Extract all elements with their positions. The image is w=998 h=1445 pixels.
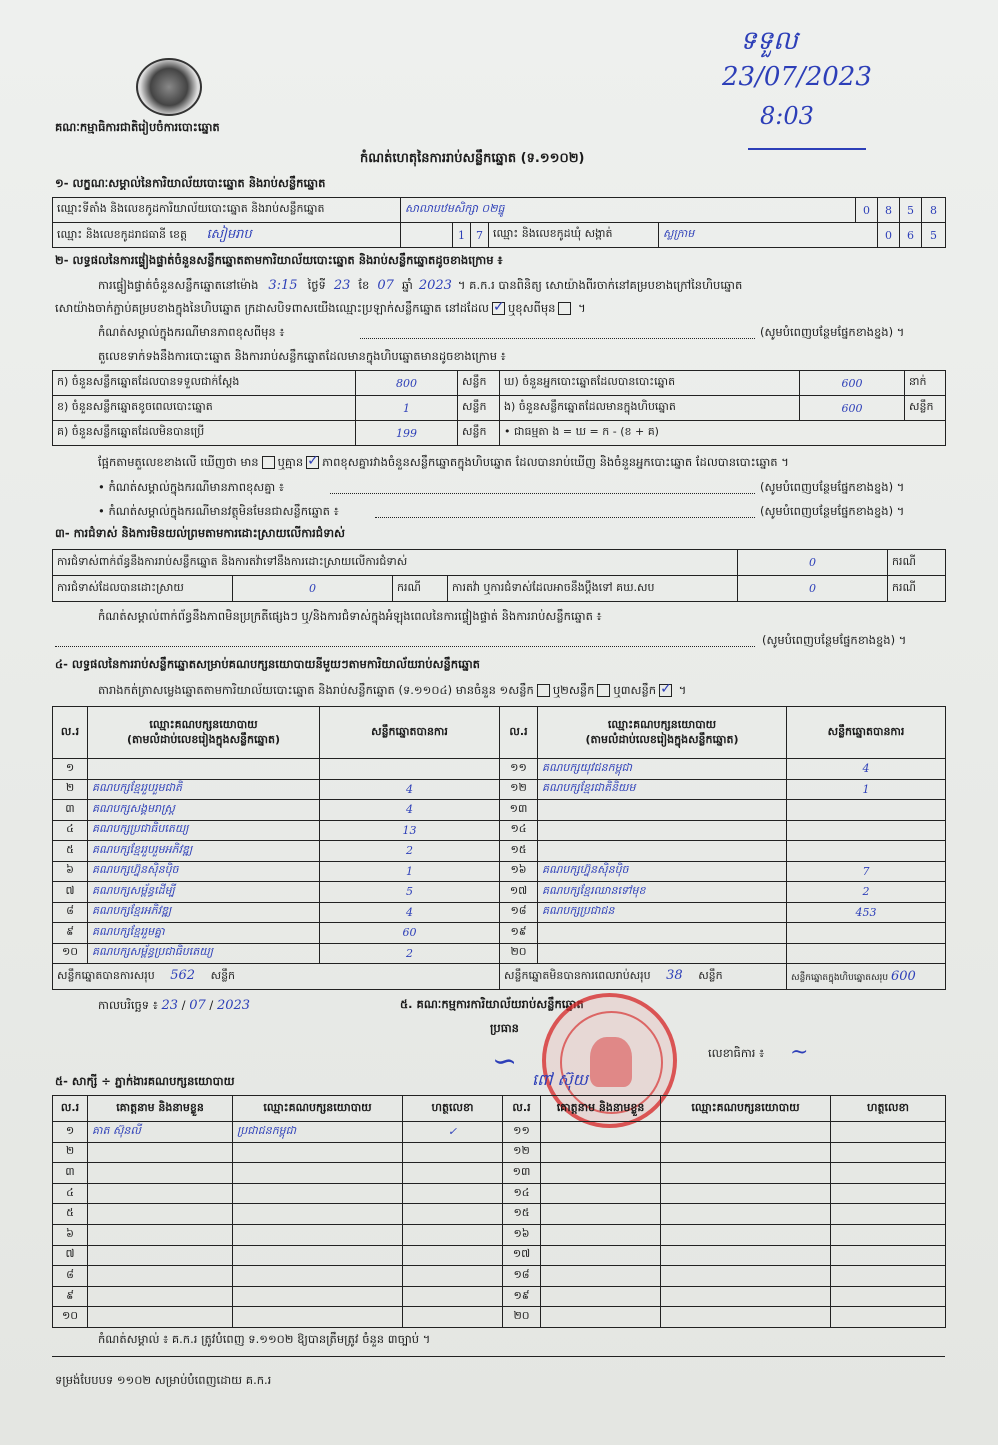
total-box-value: 600	[891, 968, 916, 984]
party-name: គណបក្សខ្មែរអភិវឌ្ឍ	[88, 902, 320, 923]
witness-party	[661, 1307, 831, 1328]
witness-name	[541, 1183, 661, 1204]
verification-line-1: ការផ្ទៀងផ្ទាត់ចំនួនសន្លឹកឆ្នោតនៅម៉ោង 3:15 ថ្ងៃទី 23 ខែ 07 ឆ្នាំ 2023 ។ គ.ក.រ បានពិនិត្យ សោយ៉ាងពីរចាក់នៅគម្របខាងក្រៅនៃហិបឆ្នោត	[98, 278, 743, 293]
party-results-table	[52, 706, 946, 990]
witness-signature	[403, 1245, 503, 1266]
witness-party	[233, 1286, 403, 1307]
witness-party: ប្រជាជនកម្ពុជា	[233, 1122, 403, 1143]
row-no: ១២	[500, 779, 538, 800]
table-row	[53, 820, 946, 841]
party-name: គណបក្សសម្ព័ន្ធប្រជាធិបតេយ្យ	[88, 943, 320, 964]
row-no: ១៣	[500, 800, 538, 821]
party-votes: 60	[320, 923, 500, 944]
witness-signature	[831, 1183, 946, 1204]
witness-party	[661, 1286, 831, 1307]
unchanged-checkbox[interactable]	[492, 302, 505, 315]
location-code-digit: 5	[900, 198, 922, 223]
table-row	[53, 1163, 946, 1184]
witness-party	[661, 1204, 831, 1225]
commune-code-digit: 6	[900, 223, 922, 248]
witness-name	[541, 1224, 661, 1245]
row-no: ៥	[53, 1204, 88, 1225]
witness-party	[661, 1224, 831, 1245]
party-votes: 453	[787, 902, 946, 923]
row-no: ១៨	[500, 902, 538, 923]
witness-signature	[831, 1204, 946, 1225]
witness-party	[233, 1224, 403, 1245]
province-code-digit: 1	[453, 223, 471, 248]
total-box-cell: សន្លឹកឆ្នោតក្នុងហិបឆ្នោតសរុប 600	[787, 964, 946, 990]
witness-party	[233, 1245, 403, 1266]
col-no: ល.រ	[53, 1096, 88, 1122]
party-votes: 4	[320, 779, 500, 800]
row-no: ២០	[503, 1307, 541, 1328]
table-row	[53, 1266, 946, 1287]
party-name: គណបក្សប្រជាធិបតេយ្យ	[88, 820, 320, 841]
witness-signature	[831, 1307, 946, 1328]
witness-signature	[831, 1163, 946, 1184]
unit: សន្លឹក	[458, 371, 500, 396]
party-votes: 4	[787, 759, 946, 780]
section-3-heading: ៣- ការជំទាស់ និងការមិនយល់ព្រមតាមការដោះស្រាយលើការជំទាស់	[55, 526, 346, 540]
discrepancy-note-line	[330, 493, 755, 494]
party-votes: 2	[320, 841, 500, 862]
witness-signature	[403, 1266, 503, 1287]
appeal-label: ការតវ៉ា ឬការជំទាស់ដែលអាចនឹងប្តឹងទៅ គឃ.សប	[448, 576, 738, 602]
row-no: ១១	[500, 759, 538, 780]
commune-name: ស្លក្រាម	[659, 223, 878, 248]
row-no: ១៤	[500, 820, 538, 841]
col-party: ឈ្មោះគណបក្សនយោបាយ	[661, 1096, 831, 1122]
foreign-object-note-label: • កំណត់សម្គាល់ក្នុងករណីមានវត្ថុមិនមែនជាសន្លឹកឆ្នោត ៖	[98, 504, 339, 518]
witness-signature	[831, 1142, 946, 1163]
col-no: ល.រ	[500, 707, 538, 759]
table-row	[53, 1307, 946, 1328]
verification-day: 23	[333, 278, 351, 293]
witness-name	[541, 1245, 661, 1266]
witness-name	[88, 1286, 233, 1307]
table-row	[53, 1245, 946, 1266]
party-name	[538, 943, 787, 964]
party-votes: 1	[320, 861, 500, 882]
witness-signature	[403, 1183, 503, 1204]
witness-name	[541, 1122, 661, 1143]
changed-checkbox[interactable]	[558, 302, 571, 315]
party-name	[88, 759, 320, 780]
party-votes: 13	[320, 820, 500, 841]
party-name: គណបក្សប្រជាជន	[538, 902, 787, 923]
party-name: គណបក្សសម្ព័ន្ធដើម្បី	[88, 882, 320, 903]
total-invalid-value: 38	[666, 968, 683, 983]
party-votes: 7	[787, 861, 946, 882]
party-votes: 2	[320, 943, 500, 964]
witness-signature	[403, 1286, 503, 1307]
party-name: គណបក្សខ្មែរជាតិនិយម	[538, 779, 787, 800]
col-votes: សន្លឹកឆ្នោតបានការ	[320, 707, 500, 759]
verification-month: 07	[377, 278, 394, 293]
section-5-heading: ៥- សាក្សី ÷ ភ្នាក់ងារគណបក្សនយោបាយ	[55, 1074, 235, 1088]
witness-name	[88, 1163, 233, 1184]
col-name: គោត្តនាម និងនាមខ្លួន	[88, 1096, 233, 1122]
row-no: ២	[53, 1142, 88, 1163]
footer-rule	[52, 1356, 945, 1357]
counting-committee: ៥. គណៈកម្មការការិយាល័យរាប់សន្លឹកឆ្នោត	[400, 997, 584, 1011]
witness-name	[541, 1307, 661, 1328]
witness-party	[661, 1122, 831, 1143]
row-no: ២០	[500, 943, 538, 964]
row-no: ១៨	[503, 1266, 541, 1287]
received-ballots-label: ក) ចំនួនសន្លឹកឆ្នោតដែលបានទទួលជាក់ស្តែង	[53, 371, 356, 396]
party-name: គណបក្សខ្មែររួមគ្នា	[88, 923, 320, 944]
verification-time: 3:15	[268, 278, 298, 293]
table-row	[53, 800, 946, 821]
row-no: ៣	[53, 1163, 88, 1184]
witness-name: គាត ស៊ុនលី	[88, 1122, 233, 1143]
unit: ករណី	[393, 576, 448, 602]
spoiled-ballots-value: 1	[356, 396, 458, 421]
unit: សន្លឹក	[458, 396, 500, 421]
row-no: ១៥	[503, 1204, 541, 1225]
row-no: ៨	[53, 1266, 88, 1287]
witness-name	[88, 1224, 233, 1245]
witness-party	[233, 1307, 403, 1328]
total-invalid-cell: សន្លឹកឆ្នោតមិនបានការពេលរាប់សរុប 38 សន្លឹក	[500, 964, 787, 990]
discrepancy-note-label: • កំណត់សម្គាល់ក្នុងករណីមានភាពខុសគ្នា ៖	[98, 480, 284, 494]
formula: • ជាធម្មតា ង = ឃ = ក - (ខ + គ)	[500, 421, 946, 446]
witness-name	[88, 1245, 233, 1266]
location-code-digit: 8	[922, 198, 946, 223]
commune-label: ឈ្មោះ និងលេខកូដឃុំ សង្កាត់	[489, 223, 659, 248]
witness-signature	[831, 1224, 946, 1245]
secretary-signature: ~	[790, 1040, 809, 1065]
witness-signature	[831, 1286, 946, 1307]
witness-party	[661, 1266, 831, 1287]
discrepancy-yes-checkbox[interactable]	[262, 456, 275, 469]
table-row	[53, 1224, 946, 1245]
party-votes: 1	[787, 779, 946, 800]
foreign-object-note-fill-hint: (សូមបំពេញបន្ថែមផ្នែកខាងខ្នង) ។	[760, 504, 905, 518]
one-sheet-checkbox[interactable]	[537, 684, 550, 697]
witness-name	[88, 1307, 233, 1328]
location-code-digit: 8	[878, 198, 900, 223]
unused-ballots-label: គ) ចំនួនសន្លឹកឆ្នោតដែលមិនបានប្រើ	[53, 421, 356, 446]
row-no: ១៩	[503, 1286, 541, 1307]
irregularity-note-fill-hint: (សូមបំពេញបន្ថែមផ្នែកខាងខ្នង) ។	[762, 633, 907, 647]
tally-sheet-line: តារាងកត់ត្រាសម្លេងឆ្នោតតាមការិយាល័យបោះឆ្នោត និងរាប់សន្លឹកឆ្នោត (ទ.១១០៤) មានចំនួន ១សន្លឹក ឬ២សន្លឹក ឬ៣សន្លឹក✓ ។	[98, 684, 686, 698]
province-name: សៀមរាប	[206, 226, 252, 242]
col-sign: ហត្ថលេខា	[831, 1096, 946, 1122]
three-sheet-checkbox[interactable]	[659, 684, 672, 697]
irregularity-note-line	[55, 646, 755, 647]
row-no: ១៥	[500, 841, 538, 862]
location-code-digit: 0	[856, 198, 878, 223]
row-no: ៧	[53, 882, 88, 903]
witness-name	[88, 1266, 233, 1287]
section-1-heading: ១- លក្ខណៈសម្គាល់នៃការិយាល័យបោះឆ្នោត និងរាប់សន្លឹកឆ្នោត	[55, 176, 326, 190]
province-gap	[401, 223, 453, 248]
party-name: គណបក្សខ្មែររួបរួមជាតិ	[88, 779, 320, 800]
witness-name	[541, 1204, 661, 1225]
unit: ករណី	[888, 550, 946, 576]
row-no: ១៣	[503, 1163, 541, 1184]
row-no: ១០	[53, 943, 88, 964]
row-no: ១១	[503, 1122, 541, 1143]
appeal-value: 0	[738, 576, 888, 602]
corner-note-received: ទទួល	[740, 26, 798, 56]
irregularity-note-label: កំណត់សម្គាល់ពាក់ព័ន្ធនឹងភាពមិនប្រក្រតីផ្សេងៗ ឬ/និងការជំទាស់ក្នុងអំឡុងពេលនៃការផ្ទៀងផ្ទាត់ និងការរាប់សន្លឹកឆ្នោត ៖	[98, 609, 602, 623]
row-no: ១០	[53, 1307, 88, 1328]
witness-name	[541, 1286, 661, 1307]
party-name: គណបក្សសង្គមរាស្ត្រ	[88, 800, 320, 821]
province-code-digit: 7	[471, 223, 489, 248]
col-no: ល.រ	[53, 707, 88, 759]
witness-name	[541, 1142, 661, 1163]
row-no: ៦	[53, 861, 88, 882]
unit: សន្លឹក	[905, 396, 946, 421]
party-votes: 2	[787, 882, 946, 903]
table-row	[53, 779, 946, 800]
row-no: ១៧	[500, 882, 538, 903]
witness-party	[233, 1204, 403, 1225]
col-party: ឈ្មោះគណបក្សនយោបាយ	[233, 1096, 403, 1122]
row-no: ៩	[53, 923, 88, 944]
party-name	[538, 800, 787, 821]
row-no: ១៤	[503, 1183, 541, 1204]
table-row	[53, 1204, 946, 1225]
box-ballots-value: 600	[800, 396, 905, 421]
witness-name	[541, 1266, 661, 1287]
box-ballots-label: ង) ចំនួនសន្លឹកឆ្នោតដែលមានក្នុងហិបឆ្នោត	[500, 396, 800, 421]
row-no: ៩	[53, 1286, 88, 1307]
voters-label: ឃ) ចំនួនអ្នកបោះឆ្នោតដែលបានបោះឆ្នោត	[500, 371, 800, 396]
corner-note-date: 23/07/2023	[722, 62, 872, 92]
col-no: ល.រ	[503, 1096, 541, 1122]
party-name: គណបក្សខ្មែររួបរួមអភិវឌ្ឍ	[88, 841, 320, 862]
witness-party	[661, 1163, 831, 1184]
party-votes	[320, 759, 500, 780]
witness-party	[661, 1142, 831, 1163]
discrepancy-note-fill-hint: (សូមបំពេញបន្ថែមផ្នែកខាងខ្នង) ។	[760, 480, 905, 494]
corner-note-underline	[748, 148, 866, 150]
table-row	[53, 1286, 946, 1307]
party-votes	[787, 841, 946, 862]
total-valid-cell: សន្លឹកឆ្នោតបានការសរុប 562 សន្លឹក	[53, 964, 500, 990]
witness-signature	[403, 1224, 503, 1245]
col-votes: សន្លឹកឆ្នោតបានការ	[787, 707, 946, 759]
party-name: គណបក្សហ្វ៊ុនស៊ិនប៉ិច	[88, 861, 320, 882]
discrepancy-no-checkbox[interactable]	[306, 456, 319, 469]
witness-party	[233, 1142, 403, 1163]
party-name	[538, 923, 787, 944]
row-no: ៤	[53, 1183, 88, 1204]
corner-note-time: 8:03	[760, 102, 814, 130]
received-ballots-value: 800	[356, 371, 458, 396]
row-no: ៦	[53, 1224, 88, 1245]
witness-name	[88, 1183, 233, 1204]
row-no: ១៩	[500, 923, 538, 944]
witness-signature	[831, 1245, 946, 1266]
table-row	[53, 943, 946, 964]
table-row	[53, 861, 946, 882]
location-label: ឈ្មោះទីតាំង និងលេខកូដការិយាល័យបោះឆ្នោត និងរាប់សន្លឹកឆ្នោត	[53, 198, 401, 223]
table-row	[53, 1122, 946, 1143]
form-reference: ទម្រង់បែបបទ ១១០២ សម្រាប់បំពេញដោយ គ.ក.រ	[55, 1373, 272, 1387]
secretary-label: លេខាធិការ ៖	[708, 1046, 765, 1060]
change-note-label: កំណត់សម្គាល់ក្នុងករណីមានភាពខុសពីមុន ៖	[98, 325, 285, 339]
national-emblem-icon	[136, 58, 202, 116]
row-no: ៥	[53, 841, 88, 862]
footer-note: កំណត់សម្គាល់ ៖ គ.ក.រ ត្រូវបំពេញ ទ.១១០២ ឱ្យបានត្រឹមត្រូវ ចំនួន ៣ច្បាប់ ។	[98, 1332, 431, 1346]
province-label: ឈ្មោះ និងលេខកូដរាជធានី ខេត្ត សៀមរាប	[53, 223, 401, 248]
party-votes: 4	[320, 800, 500, 821]
row-no: ៣	[53, 800, 88, 821]
witness-signature	[831, 1122, 946, 1143]
witness-name	[541, 1163, 661, 1184]
chair-signature: ∽	[492, 1044, 518, 1079]
form-title: កំណត់ហេតុនៃការរាប់សន្លឹកឆ្នោត (ទ.១១០២)	[360, 151, 585, 166]
resolved-value: 0	[233, 576, 393, 602]
witness-party	[233, 1183, 403, 1204]
complaints-value: 0	[738, 550, 888, 576]
unit: នាក់	[905, 371, 946, 396]
total-valid-value: 562	[170, 968, 196, 983]
foreign-object-note-line	[375, 517, 755, 518]
spoiled-ballots-label: ខ) ចំនួនសន្លឹកឆ្នោតខូចពេលបោះឆ្នោត	[53, 396, 356, 421]
col-party: ឈ្មោះគណបក្សនយោបាយ (តាមលំដាប់លេខរៀងក្នុងសន្លឹកឆ្នោត)	[88, 707, 320, 759]
section-4-heading: ៤- លទ្ធផលនៃការរាប់សន្លឹកឆ្នោតសម្រាប់គណបក្សនយោបាយនីមួយៗតាមការិយាល័យរាប់សន្លឹកឆ្នោត	[55, 657, 480, 671]
resolved-label: ការជំទាស់ដែលបានដោះស្រាយ	[53, 576, 233, 602]
table-row	[53, 1142, 946, 1163]
table-row	[53, 759, 946, 780]
party-name	[538, 841, 787, 862]
witness-signature	[403, 1142, 503, 1163]
col-name: គោត្តនាម និងនាមខ្លួន	[541, 1096, 661, 1122]
row-no: ១២	[503, 1142, 541, 1163]
party-name: គណបក្សខ្មែរឈានទៅមុខ	[538, 882, 787, 903]
verification-line-2: សោយ៉ាងចាក់ភ្ជាប់គម្របខាងក្នុងនៃហិបឆ្នោត ក្រដាសបិទពាសយើងឈ្មោះប្រឡាក់សន្លឹកឆ្នោត នៅដដែល✓ ឬខុសពីមុន ។	[55, 302, 586, 316]
voters-value: 600	[800, 371, 905, 396]
witness-signature	[403, 1204, 503, 1225]
party-votes: 5	[320, 882, 500, 903]
change-note-line	[360, 338, 755, 339]
table-row	[53, 902, 946, 923]
two-sheet-checkbox[interactable]	[597, 684, 610, 697]
witness-party	[661, 1245, 831, 1266]
party-name: គណបក្សហ្វ៊ុនស៊ិនប៉ិច	[538, 861, 787, 882]
location-name: សាលាបឋមសិក្សា ០២ធ្នូ	[401, 198, 856, 223]
ballot-figures-intro: តួលេខទាក់ទងនឹងការបោះឆ្នោត និងការរាប់សន្លឹកឆ្នោតដែលមានក្នុងហិបឆ្នោតមានដូចខាងក្រោម ៖	[98, 349, 506, 363]
witness-signature	[403, 1307, 503, 1328]
party-votes	[787, 923, 946, 944]
row-no: ៨	[53, 902, 88, 923]
signing-date: កាលបរិច្ឆេទ ៖ 23 / 07 / 2023	[98, 998, 251, 1013]
row-no: ១៦	[500, 861, 538, 882]
row-no: ៧	[53, 1245, 88, 1266]
witness-party	[233, 1163, 403, 1184]
row-no: ១៧	[503, 1245, 541, 1266]
col-party: ឈ្មោះគណបក្សនយោបាយ (តាមលំដាប់លេខរៀងក្នុងសន្លឹកឆ្នោត)	[538, 707, 787, 759]
complaints-table	[52, 549, 946, 602]
row-no: ១	[53, 759, 88, 780]
change-note-fill-hint: (សូមបំពេញបន្ថែមផ្នែកខាងខ្នង) ។	[760, 325, 905, 339]
row-no: ២	[53, 779, 88, 800]
table-row	[53, 841, 946, 862]
witness-signature: ✓	[403, 1122, 503, 1143]
row-no: ១	[53, 1122, 88, 1143]
row-no: ៤	[53, 820, 88, 841]
complaints-label: ការជំទាស់ពាក់ព័ន្ធនឹងការរាប់សន្លឹកឆ្នោត និងការតវ៉ាទៅនឹងការដោះស្រាយលើការជំទាស់	[53, 550, 738, 576]
table-row	[53, 923, 946, 944]
discrepancy-line: ផ្អែកតាមតួលេខខាងលើ ឃើញថា មាន ឬគ្មាន✓ ភាពខុសគ្នារវាងចំនួនសន្លឹកឆ្នោតក្នុងហិបឆ្នោត ដែលបានរាប់ឃើញ និងចំនួនអ្នកបោះឆ្នោត ដែលបានបោះឆ្នោត ។	[98, 456, 789, 470]
commune-code-digit: 5	[922, 223, 946, 248]
unused-ballots-value: 199	[356, 421, 458, 446]
witness-name	[88, 1142, 233, 1163]
verification-year: 2023	[418, 278, 452, 293]
party-name	[538, 820, 787, 841]
party-votes	[787, 820, 946, 841]
party-votes: 4	[320, 902, 500, 923]
chair-name: ពៅ ស៊ុយ	[532, 1070, 588, 1089]
table-row	[53, 882, 946, 903]
table-row	[53, 1183, 946, 1204]
witness-party	[233, 1266, 403, 1287]
unit: សន្លឹក	[458, 421, 500, 446]
witness-signature	[831, 1266, 946, 1287]
commune-code-digit: 0	[878, 223, 900, 248]
col-sign: ហត្ថលេខា	[403, 1096, 503, 1122]
party-votes	[787, 943, 946, 964]
ballot-figures-table	[52, 370, 946, 446]
section-2-heading: ២- លទ្ធផលនៃការផ្ទៀងផ្ទាត់ចំនួនសន្លឹកឆ្នោតតាមការិយាល័យបោះឆ្នោត និងរាប់សន្លឹកឆ្នោតដូចខាងក្រោម ៖	[55, 253, 503, 267]
chair-label: ប្រធាន	[490, 1021, 519, 1035]
unit: ករណី	[888, 576, 946, 602]
committee-name: គណៈកម្មាធិការជាតិរៀបចំការបោះឆ្នោត	[55, 120, 220, 134]
party-name: គណបក្សយុវជនកម្ពុជា	[538, 759, 787, 780]
location-table	[52, 197, 946, 248]
row-no: ១៦	[503, 1224, 541, 1245]
witness-name	[88, 1204, 233, 1225]
witness-table	[52, 1095, 946, 1328]
witness-signature	[403, 1163, 503, 1184]
witness-party	[661, 1183, 831, 1204]
party-votes	[787, 800, 946, 821]
